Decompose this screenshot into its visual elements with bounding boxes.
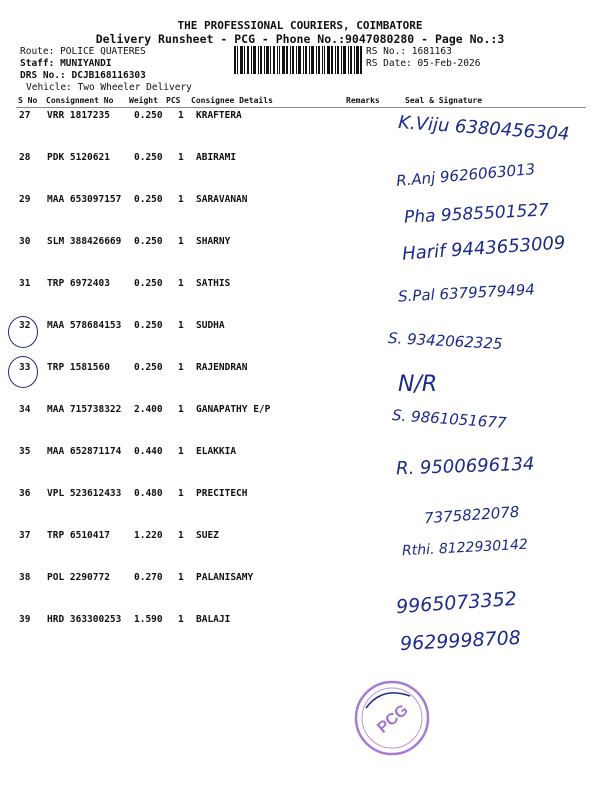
row-sno: 31	[19, 278, 31, 289]
signature-handwriting: 9629998708	[399, 626, 522, 656]
route-label: Route:	[20, 46, 55, 57]
row-sno: 27	[19, 110, 31, 121]
drs-value: DCJB168116303	[71, 70, 146, 81]
row-weight: 0.250	[134, 362, 163, 373]
row-consignee: ELAKKIA	[196, 446, 237, 457]
vehicle-line	[26, 82, 192, 93]
row-consignee: SUDHA	[196, 320, 225, 331]
signature-handwriting: 7375822078	[423, 502, 520, 528]
row-consignee: PALANISAMY	[196, 572, 254, 583]
row-pcs: 1	[178, 404, 184, 415]
row-weight: 0.250	[134, 194, 163, 205]
pen-circle-mark	[8, 316, 38, 348]
row-weight: 0.250	[134, 278, 163, 289]
row-consignment: PDK 5120621	[47, 152, 110, 163]
row-consignment: MAA 652871174	[47, 446, 122, 457]
row-pcs: 1	[178, 572, 184, 583]
row-weight: 0.270	[134, 572, 163, 583]
row-weight: 1.590	[134, 614, 163, 625]
row-consignee: RAJENDRAN	[196, 362, 248, 373]
row-pcs: 1	[178, 530, 184, 541]
row-consignment: POL 2290772	[47, 572, 110, 583]
table-row	[0, 320, 600, 340]
row-weight: 0.250	[134, 110, 163, 121]
row-sno: 28	[19, 152, 31, 163]
row-consignee: ABIRAMI	[196, 152, 237, 163]
col-weight: Weight	[129, 96, 158, 105]
row-consignee: GANAPATHY E/P	[196, 404, 271, 415]
row-consignee: SARAVANAN	[196, 194, 248, 205]
row-consignee: PRECITECH	[196, 488, 248, 499]
row-pcs: 1	[178, 194, 184, 205]
row-sno: 37	[19, 530, 31, 541]
row-weight: 0.250	[134, 236, 163, 247]
row-pcs: 1	[178, 320, 184, 331]
signature-handwriting: K.Viju 6380456304	[397, 112, 571, 145]
table-row	[0, 362, 600, 382]
row-consignment: VPL 523612433	[47, 488, 122, 499]
route-line	[20, 46, 146, 57]
rs-date-value: 05-Feb-2026	[417, 58, 481, 69]
row-consignee: KRAFTERA	[196, 110, 242, 121]
row-consignee: SATHIS	[196, 278, 231, 289]
signature-handwriting: S. 9861051677	[391, 406, 507, 432]
row-consignment: VRR 1817235	[47, 110, 110, 121]
row-weight: 0.250	[134, 320, 163, 331]
row-sno: 36	[19, 488, 31, 499]
row-weight: 0.480	[134, 488, 163, 499]
vehicle-label: Vehicle:	[26, 82, 72, 93]
row-pcs: 1	[178, 278, 184, 289]
pen-circle-mark	[8, 356, 38, 388]
col-seal-signature: Seal & Signature	[405, 96, 483, 105]
row-consignment: MAA 653097157	[47, 194, 122, 205]
stamp-text: PCG	[374, 701, 412, 737]
row-consignment: TRP 1581560	[47, 362, 110, 373]
pcg-stamp	[352, 678, 432, 758]
rs-no-line	[366, 46, 452, 57]
barcode-image	[234, 46, 362, 74]
row-pcs: 1	[178, 110, 184, 121]
row-sno: 35	[19, 446, 31, 457]
row-sno: 34	[19, 404, 31, 415]
runsheet-subtitle: Delivery Runsheet - PCG - Phone No.:9047080280 - Page No.:3	[95, 32, 505, 46]
table-row	[0, 404, 600, 424]
row-pcs: 1	[178, 236, 184, 247]
staff-value: MUNIYANDI	[60, 58, 112, 69]
row-sno: 38	[19, 572, 31, 583]
row-weight: 1.220	[134, 530, 163, 541]
col-remarks: Remarks	[346, 96, 380, 105]
signature-handwriting: R. 9500696134	[395, 453, 535, 480]
signature-handwriting: S.Pal 6379579494	[397, 280, 536, 306]
col-consignee: Consignee Details	[191, 96, 273, 105]
signature-handwriting: R.Anj 9626063013	[395, 159, 536, 191]
row-consignment: SLM 388426669	[47, 236, 122, 247]
drs-label: DRS No.:	[20, 70, 66, 81]
signature-handwriting: N/R	[398, 372, 438, 397]
signature-handwriting: Rthi. 8122930142	[401, 536, 529, 560]
rs-no-value: 1681163	[411, 46, 452, 57]
row-pcs: 1	[178, 152, 184, 163]
vehicle-value: Two Wheeler Delivery	[77, 82, 192, 93]
staff-line	[20, 58, 112, 69]
row-weight: 0.250	[134, 152, 163, 163]
row-consignment: MAA 715738322	[47, 404, 122, 415]
row-weight: 0.440	[134, 446, 163, 457]
row-consignment: HRD 363300253	[47, 614, 122, 625]
col-pcs: PCS	[166, 96, 181, 105]
route-value: POLICE QUATERES	[60, 46, 146, 57]
header-divider	[16, 107, 586, 108]
drs-line	[20, 70, 146, 81]
row-sno: 32	[19, 320, 31, 331]
row-pcs: 1	[178, 362, 184, 373]
row-consignee: BALAJI	[196, 614, 231, 625]
row-pcs: 1	[178, 488, 184, 499]
row-sno: 29	[19, 194, 31, 205]
company-title: THE PROFESSIONAL COURIERS, COIMBATORE	[177, 19, 423, 32]
row-consignee: SHARNY	[196, 236, 231, 247]
row-pcs: 1	[178, 446, 184, 457]
staff-label: Staff:	[20, 58, 55, 69]
signature-handwriting: Harif 9443653009	[401, 232, 567, 265]
col-sno: S No	[18, 96, 38, 105]
rs-date-label: RS Date:	[366, 58, 412, 69]
signature-handwriting: Pha 9585501527	[403, 200, 550, 228]
row-consignee: SUEZ	[196, 530, 219, 541]
col-consignment: Consignment No	[46, 96, 114, 105]
row-consignment: MAA 578684153	[47, 320, 122, 331]
row-consignment: TRP 6972403	[47, 278, 110, 289]
row-weight: 2.400	[134, 404, 163, 415]
row-pcs: 1	[178, 614, 184, 625]
rs-no-label: RS No.:	[366, 46, 407, 57]
signature-handwriting: 9965073352	[395, 587, 518, 619]
row-sno: 39	[19, 614, 31, 625]
signature-handwriting: S. 9342062325	[387, 329, 503, 353]
row-sno: 33	[19, 362, 31, 373]
row-sno: 30	[19, 236, 31, 247]
rs-date-line	[366, 58, 480, 69]
row-consignment: TRP 6510417	[47, 530, 110, 541]
